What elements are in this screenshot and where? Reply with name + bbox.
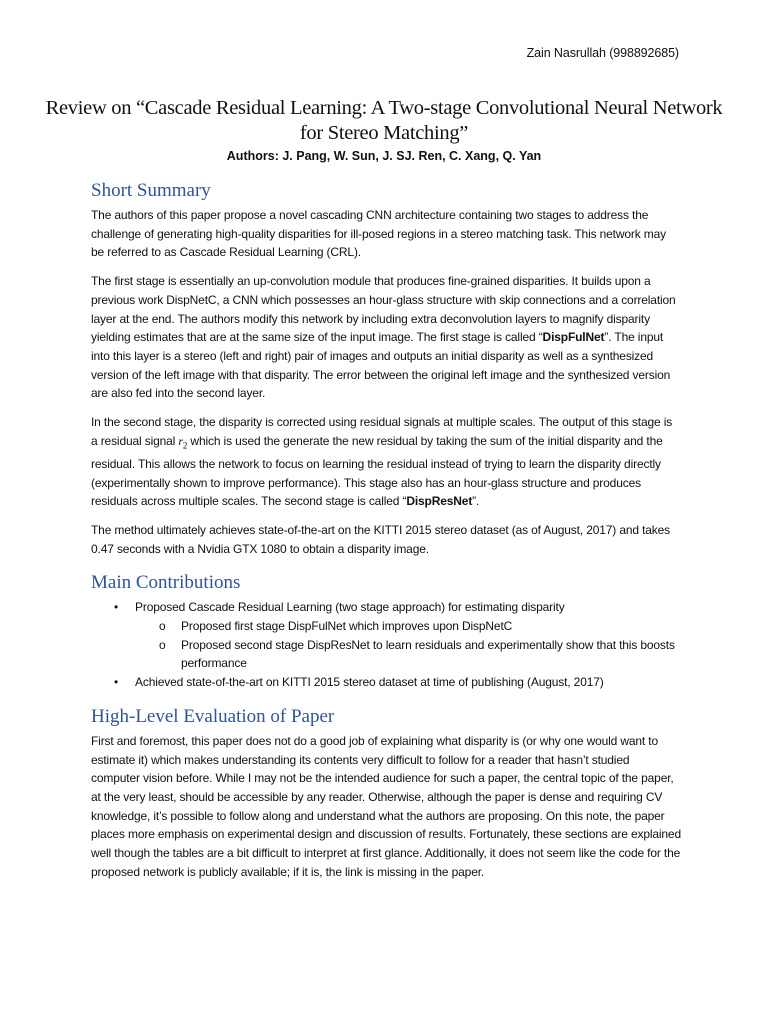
contributions-list [91, 598, 681, 692]
text-run: ”. The input into this layer is a stereo (left and right) pair of images and outputs an initial disparity as well as a synthesized version of the left image with that disparity. The error between the original left image and the synthesized version are also fed into the second layer. [91, 330, 671, 401]
list-item [91, 617, 681, 636]
list-item-text: Proposed second stage DispResNet to learn residuals and experimentally show that this boosts performance [181, 637, 675, 671]
evaluation-section [91, 706, 681, 882]
evaluation-paragraph-1: First and foremost, this paper does not do a good job of explaining what disparity is (or why one would want to estimate it) which makes understanding its contents very difficult to follow for a reader that hasn’t studied computer vision before. While I may not be the intended audience for such a paper, the central topic of the paper, at the very least, should be accessible by any reader. Otherwise, although the paper is dense and requiring CV knowledge, it’s possible to follow along and understand what the authors are proposing. On this note, the paper places more emphasis on experimental design and discussion of results. Fortunately, these sections are explained well though the tables are a bit difficult to interpret at first glance. Additionally, it does not seem like the code for the proposed network is publicly available; if it is, the link is missing in the paper. [91, 733, 681, 879]
summary-paragraph-1: The authors of this paper propose a novel cascading CNN architecture containing two stages to address the challenge of generating high-quality disparities for ill-posed regions in a stereo matching task. This network may be referred to as Cascade Residual Learning (CRL). [91, 208, 666, 260]
document-body [91, 180, 681, 891]
list-item-text: Proposed Cascade Residual Learning (two stage approach) for estimating disparity [135, 600, 565, 615]
summary-paragraph-4: The method ultimately achieves state-of-the-art on the KITTI 2015 stereo dataset (as of August, 2017) and takes 0.47 seconds with a Nvidia GTX 1080 to obtain a disparity image. [91, 522, 671, 556]
list-item [91, 673, 681, 692]
math-subscript: 2 [182, 440, 188, 451]
list-item [91, 598, 681, 617]
document-title: Review on “Cascade Residual Learning: A Two-stage Convolutional Neural Network for Stereo Matching” [45, 97, 723, 144]
text-run: The first stage is essentially an up-convolution module that produces fine-grained disparities. It builds upon a previous work DispNetC, a CNN which possesses an hour-glass structure with skip connections and a correlation layer at the end. The authors modify this network by including extra deconvolution layers to magnify disparity yielding estimates that are at the same size of the input image. The first stage is called “ [91, 274, 676, 345]
main-contributions-heading: Main Contributions [91, 572, 241, 594]
list-item [91, 636, 681, 673]
main-contributions-section [91, 572, 681, 692]
bullet-dot-icon: • [114, 675, 119, 690]
author-name-id: Zain Nasrullah (998892685) [526, 46, 679, 60]
residual-signal-math [178, 433, 188, 451]
bullet-circle-icon: o [159, 637, 166, 652]
list-item-text: Achieved state-of-the-art on KITTI 2015 stereo dataset at time of publishing (August, 2017) [135, 675, 604, 690]
evaluation-heading: High-Level Evaluation of Paper [91, 705, 335, 727]
text-run: ”. [472, 494, 480, 509]
dispresnet-bold: DispResNet [406, 494, 473, 509]
short-summary-section [91, 180, 681, 558]
bullet-circle-icon: o [159, 619, 166, 634]
bullet-dot-icon: • [114, 600, 119, 615]
list-item-text: Proposed first stage DispFulNet which improves upon DispNetC [181, 619, 513, 634]
text-run: In the second stage, the disparity is corrected using residual signals at multiple scales. The output of this stage is a residual signal [91, 415, 673, 448]
math-variable: r [178, 433, 183, 448]
dispfulnet-bold: DispFulNet [542, 330, 605, 345]
paper-authors: Authors: J. Pang, W. Sun, J. SJ. Ren, C. Xang, Q. Yan [226, 149, 542, 163]
summary-paragraph-2 [91, 272, 681, 403]
summary-paragraph-3 [91, 413, 681, 511]
short-summary-heading: Short Summary [91, 180, 211, 201]
text-run: which is used the generate the new residual by taking the sum of the initial disparity and the residual. This allows the network to focus on learning the residual instead of trying to learn the disparity directly (experimentally shown to improve performance). This stage also has an hour-glass structure and produces residuals across multiple scales. The second stage is called “ [91, 433, 663, 509]
